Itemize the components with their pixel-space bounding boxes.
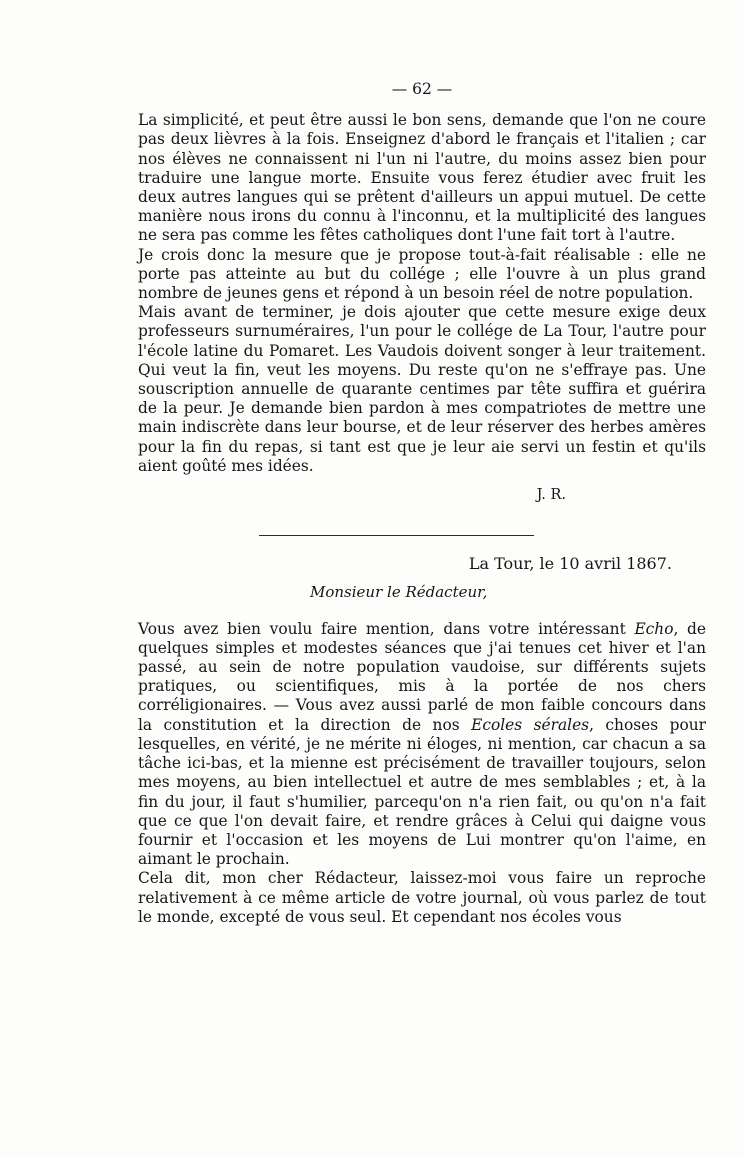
- article-paragraph: La simplicité, et peut être aussi le bon sens, demande que l'on ne coure pas deux lièvres à la fois. Enseignez d'abord le français et l'italien ; car nos élèves ne connaissent ni l'un ni l'autre, du moins assez bien pour traduire une langue morte. Ensuite vous ferez étudier avec fruit les deux autres langues qui se prêtent d'ailleurs un appui mutuel. De cette manière nous irons du connu à l'inconnu, et la multiplicité des langues ne sera pas comme les fêtes catholiques dont l'une fait tort à l'autre.: [138, 111, 706, 245]
- article-paragraph: Je crois donc la mesure que je propose tout-à-fait réalisable : elle ne porte pas atteinte au but du collége ; elle l'ouvre à un plus grand nombre de jeunes gens et répond à un besoin réel de notre population.: [138, 245, 706, 303]
- letter-text: , de quelques simples et modestes séances que j'ai tenues cet hiver et l'an passé, au sein de notre population vaudoise, sur différents sujets pratiques, ou scientifiques, mis à la portée de nos chers corréligionaires. — Vous avez aussi parlé de mon faible concours dans la constitution et la direction de nos: [138, 619, 706, 734]
- section-divider: [259, 535, 534, 536]
- page-number: — 62 —: [391, 80, 453, 98]
- letter-paragraph: [138, 620, 706, 870]
- letter-paragraph: Cela dit, mon cher Rédacteur, laissez-moi vous faire un reproche relativement à ce même article de votre journal, où vous parlez de tout le monde, excepté de vous seul. Et cependant nos écoles vous: [138, 869, 706, 926]
- article-paragraph: Mais avant de terminer, je dois ajouter que cette mesure exige deux professeurs surnuméraires, l'un pour le collége de La Tour, l'autre pour l'école latine du Pomaret. Les Vaudois doivent songer à leur traitement. Qui veut la fin, veut les moyens. Du reste qu'on ne s'effraye pas. Une souscription annuelle de quarante centimes par tête suffira et guérira de la peur. Je demande bien pardon à mes compatriotes de mettre une main indiscrète dans leur bourse, et de leur réserver des herbes amères pour la fin du repas, si tant est que je leur aie servi un festin et qu'ils aient goûté mes idées.: [138, 303, 706, 475]
- article-signature: J. R.: [536, 487, 566, 504]
- letter-dateline: La Tour, le 10 avril 1867.: [468, 554, 672, 574]
- letter-text: , choses pour lesquelles, en vérité, je ne mérite ni éloges, ni mention, car chacun a sa tâche ici-bas, et la mienne est précisément de travailler toujours, selon mes moyens, au bien intellectuel et autre de mes semblables ; et, à la fin du jour, il faut s'humilier, parcequ'on n'a rien fait, ou qu'on n'a fait que ce que l'on devait faire, et rendre grâces à Celui qui daigne vous fournir et l'occasion et les moyens de Lui montrer qu'on l'aime, en aimant le prochain.: [138, 715, 706, 869]
- letter-salutation: Monsieur le Rédacteur,: [310, 583, 488, 602]
- schools-name: Ecoles sérales: [471, 715, 590, 734]
- letter-text: Vous avez bien voulu faire mention, dans votre intéressant: [138, 619, 635, 638]
- journal-title: Echo: [634, 619, 674, 638]
- page-content: [138, 80, 706, 927]
